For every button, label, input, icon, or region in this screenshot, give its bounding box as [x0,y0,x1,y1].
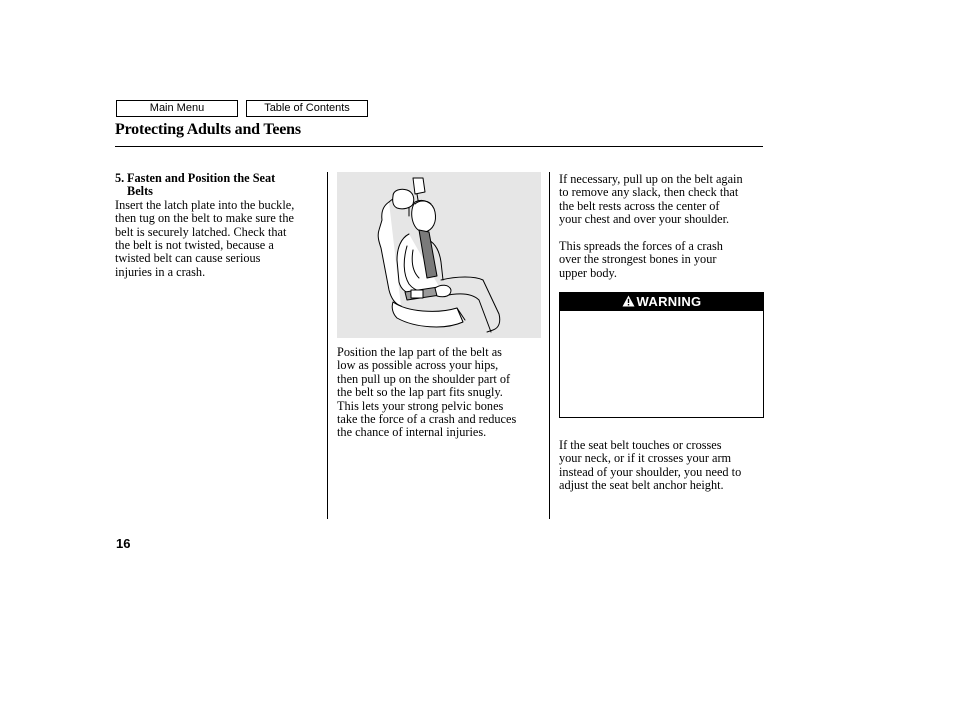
text-line: twisted belt can cause serious [115,251,261,266]
text-line: your neck, or if it crosses your arm [559,451,732,466]
text-line: adjust the seat belt anchor height. [559,478,724,493]
column-1 [115,172,325,279]
text-line: your chest and over your shoulder. [559,212,730,227]
text-line: the belt so the lap part fits snugly. [337,385,503,400]
step-heading-line1: Fasten and Position the Seat [127,171,276,185]
text-line: injuries in a crash. [115,264,206,279]
column-3-paragraph-2 [559,240,769,280]
seated-occupant-illustration [337,172,541,338]
text-line: then tug on the belt to make sure the [115,211,294,226]
warning-box [559,311,764,418]
text-line: If the seat belt touches or crosses [559,438,722,452]
text-line: low as possible across your hips, [337,358,499,373]
warning-triangle-icon [622,295,635,307]
text-line: to remove any slack, then check that [559,185,739,200]
column-divider-2 [549,172,550,519]
text-line: over the strongest bones in your [559,252,717,267]
text-line: instead of your shoulder, you need to [559,464,742,479]
seat-belt-figure [337,172,541,338]
text-line: If necessary, pull up on the belt again [559,172,743,186]
column-3-paragraph-3 [559,439,769,493]
text-line: upper body. [559,265,617,280]
step-heading-line2: Belts [127,184,153,199]
text-line: take the force of a crash and reduces [337,412,517,427]
step-heading [115,172,325,199]
text-line: Insert the latch plate into the buckle, [115,197,295,212]
column-3-paragraph-1 [559,173,769,227]
text-line: the belt is not twisted, because a [115,238,274,253]
table-of-contents-button[interactable]: Table of Contents [246,100,368,117]
text-line: belt is securely latched. Check that [115,224,287,239]
page-number: 16 [116,536,131,551]
text-line: This lets your strong pelvic bones [337,398,504,413]
step-number: 5. [115,171,125,185]
text-line: then pull up on the shoulder part of [337,371,511,386]
page-title: Protecting Adults and Teens [115,121,301,138]
column-divider-1 [327,172,328,519]
title-rule [115,146,763,147]
main-menu-button[interactable]: Main Menu [116,100,238,117]
text-line: the chance of internal injuries. [337,425,487,440]
text-line: Position the lap part of the belt as [337,345,502,359]
warning-label: WARNING [636,294,702,309]
warning-header [559,292,764,311]
column-2-paragraph [337,346,547,440]
step-paragraph [115,199,325,279]
text-line: This spreads the forces of a crash [559,239,723,253]
text-line: the belt rests across the center of [559,198,720,213]
